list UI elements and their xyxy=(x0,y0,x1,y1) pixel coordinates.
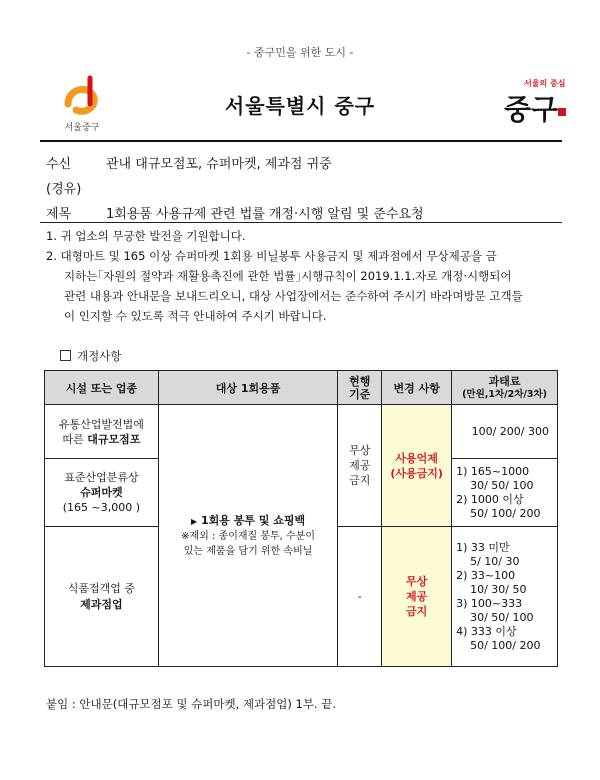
header-target: 대상 1회용품 xyxy=(158,371,338,405)
facility-line: (165 ~3,000 ) xyxy=(62,501,141,514)
body-line-2c: 관련 내용과 안내문을 보내드리오니, 대상 사업장에서는 준수하여 주시기 바라며방문 고객들 xyxy=(64,289,523,303)
facility-bakery xyxy=(45,527,159,667)
subject-label: 제목 xyxy=(46,207,72,222)
facility-supermarket xyxy=(45,459,159,527)
current-text: 제공 xyxy=(349,459,371,472)
facility-line: 표준산업분류상 xyxy=(64,471,139,484)
brand-logo-text: 중구 xyxy=(504,93,559,126)
facility-large-store xyxy=(45,405,159,459)
brand-seal-icon xyxy=(558,108,566,116)
header-current-2: 기준 xyxy=(349,387,371,401)
fine-line: 3) 100~333 xyxy=(456,596,523,610)
facility-line: 식품접객업 중 xyxy=(67,581,136,595)
header-divider xyxy=(40,140,562,142)
target-note-1: ※제외 : 종이재질 봉투, 수분이 xyxy=(181,530,316,542)
table-row xyxy=(45,405,558,459)
recipient-value: 관내 대규모점포, 슈퍼마켓, 제과점 귀중 xyxy=(106,157,332,172)
facility-name: 대규모점포 xyxy=(87,432,141,446)
via-row xyxy=(46,178,81,197)
brand-logo xyxy=(500,78,570,130)
target-main-text: 1회용 봉투 및 쇼핑백 xyxy=(200,513,306,527)
document-title: 서울특별시 중구 xyxy=(224,94,376,118)
table-header-row xyxy=(45,371,558,405)
change-text: 사용억제 xyxy=(395,451,438,465)
current-free-ban xyxy=(338,405,382,527)
triangle-bullet-icon: ▶ xyxy=(190,516,198,526)
facility-prefix: 따른 xyxy=(62,432,84,446)
checkbox-square-icon xyxy=(60,350,71,361)
regulation-table xyxy=(44,370,558,667)
body-line-2a: 2. 대형마트 및 165 이상 슈퍼마켓 1회용 비닐봉투 사용금지 및 제과점에서 무상제공을 금 xyxy=(46,249,497,263)
section-label xyxy=(60,348,121,364)
header-fine-2: (만원,1차/2차/3차) xyxy=(462,388,548,400)
subject-divider xyxy=(40,222,562,223)
target-note-2: 있는 제품을 담기 위한 속비닐 xyxy=(183,545,313,557)
fine-line: 2) 33~100 xyxy=(456,568,516,582)
fine-line: 2) 1000 이상 xyxy=(456,492,524,506)
fine-line: 5/ 10/ 30 xyxy=(470,554,520,568)
current-text: 무상 xyxy=(349,444,371,457)
fine-bakery xyxy=(452,527,558,667)
subject-value: 1회용품 사용규제 관련 법률 개정·시행 알림 및 준수요청 xyxy=(106,207,424,222)
fine-line: 1) 33 미만 xyxy=(456,540,510,554)
recipient-label: 수신 xyxy=(46,157,72,172)
change-text: 무상 xyxy=(406,575,428,588)
body-line-2d: 이 인지할 수 있도록 적극 안내하여 주시기 바랍니다. xyxy=(64,309,327,323)
fine-supermarket xyxy=(452,459,558,527)
slogan: - 중구민을 위한 도시 - xyxy=(246,46,354,59)
attachment-note: 붙임 : 안내문(대규모점포 및 슈퍼마켓, 제과점업) 1부. 끝. xyxy=(46,697,337,711)
body-text xyxy=(46,226,566,326)
facility-line xyxy=(45,432,158,447)
header-fine-1: 과태료 xyxy=(488,374,521,388)
facility-name: 슈퍼마켓 xyxy=(80,486,123,499)
current-bakery: - xyxy=(338,527,382,667)
current-text: 금지 xyxy=(349,474,371,487)
header-change: 변경 사항 xyxy=(382,371,452,405)
via-label: (경유) xyxy=(46,182,82,197)
body-line-2b: 지하는｢자원의 절약과 재활용촉진에 관한 법률｣시행규칙이 2019.1.1.자로 개정·시행되어 xyxy=(64,269,512,283)
header-current-1: 현행 xyxy=(349,374,371,388)
header-facility: 시설 또는 업종 xyxy=(45,371,159,405)
fine-line: 30/ 50/ 100 xyxy=(470,610,534,624)
fine-line: 4) 333 이상 xyxy=(456,624,517,638)
org-logo-caption: 서울중구 xyxy=(64,123,100,133)
fine-line: 30/ 50/ 100 xyxy=(470,478,534,492)
section-label-text: 개정사항 xyxy=(77,349,122,363)
target-items xyxy=(158,405,338,667)
fine-line: 1) 165~1000 xyxy=(456,464,530,478)
brand-logo-small-text: 서울의 중심 xyxy=(524,79,566,88)
change-bakery xyxy=(382,527,452,667)
change-text: 제공 xyxy=(406,590,428,603)
change-text: 금지 xyxy=(406,605,428,618)
header-current xyxy=(338,371,382,405)
target-main xyxy=(159,513,338,529)
header-fine xyxy=(452,371,558,405)
fine-large-store: 100/ 200/ 300 xyxy=(452,405,558,459)
recipient-row xyxy=(46,153,332,172)
fine-line: 50/ 100/ 200 xyxy=(470,638,541,652)
fine-line: 50/ 100/ 200 xyxy=(470,506,541,520)
change-text: (사용금지) xyxy=(390,466,443,480)
fine-line: 10/ 30/ 50 xyxy=(470,582,527,596)
subject-row xyxy=(46,203,424,222)
facility-name: 제과점업 xyxy=(80,597,123,611)
body-line-1: 1. 귀 업소의 무궁한 발전을 기원합니다. xyxy=(46,229,246,243)
facility-line: 유통산업발전법에 xyxy=(58,417,144,431)
change-ban xyxy=(382,405,452,527)
